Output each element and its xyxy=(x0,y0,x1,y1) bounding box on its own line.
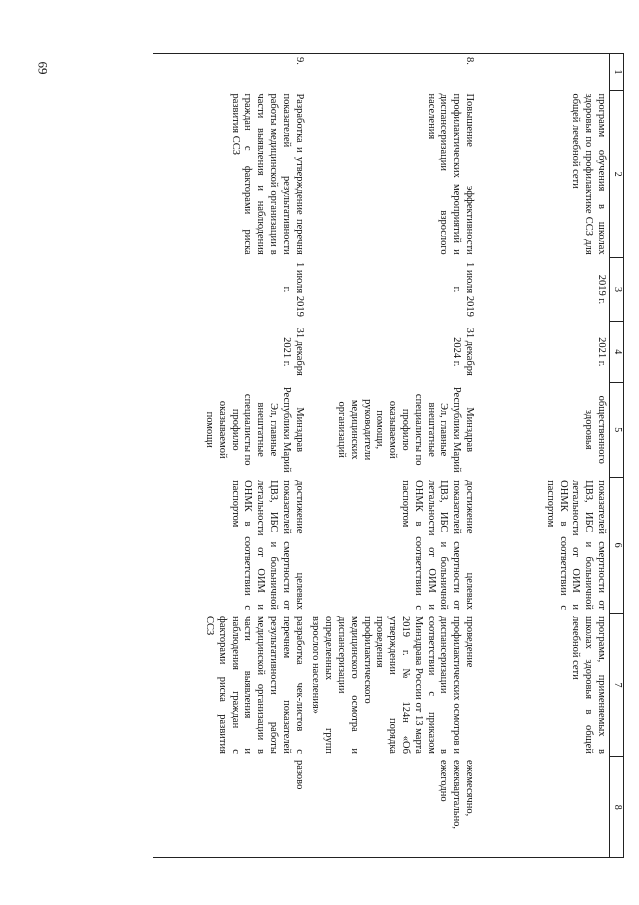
row-number xyxy=(477,54,610,91)
column-number: 1 xyxy=(610,54,624,91)
result-cell: разработка чек-листов с перечнем показателей результативности работы медицинской организации в части выявления и наблюдения граждан с факторами риска развития ССЗ xyxy=(204,616,305,754)
row-number: 9. xyxy=(153,54,307,91)
end-date-cell: 2021 г. xyxy=(596,337,607,367)
table-row xyxy=(153,54,307,858)
column-number: 4 xyxy=(610,321,624,382)
frequency-cell: разово xyxy=(153,757,307,858)
frequency-cell xyxy=(477,757,610,858)
column-number: 7 xyxy=(610,613,624,757)
result-cell: проведение профилактических осмотров и диспансеризации в соответствии с приказом Минздрава России от 13 марта 2019 г. № 124н «Об утверждении порядка проведения профилактического медицинского осмотра и диспансеризации определенных групп взрослого населения» xyxy=(310,616,475,754)
frequency-cell: ежемесячно, ежеквартально, ежегодно xyxy=(307,757,477,858)
start-date-cell: 2019 г. xyxy=(596,274,607,305)
page-number: 69 xyxy=(35,61,51,75)
executors-cell: общественного здоровья xyxy=(583,395,607,464)
table-row xyxy=(307,54,477,858)
result-cell: программ, применяемых в школах здоровья в общей лечебной сети xyxy=(570,616,607,754)
column-number: 8 xyxy=(610,757,624,858)
action-plan-table xyxy=(153,53,624,858)
table-row xyxy=(477,54,610,858)
end-date-cell: 31 декабря 2024 г. xyxy=(451,327,475,376)
event-cell: Разработка и утверждение перечня показателей результативности работы медицинской организации в части выявления и наблюдения граждан с факторами риска развития ССЗ xyxy=(229,93,305,255)
event-cell: Повышение эффективности профилактических мероприятий и диспансеризации взрослого населения xyxy=(425,93,475,255)
column-number-row xyxy=(610,54,624,858)
executors-cell: Минздрав Республики Марий Эл, главные внештатные специалисты по профилю оказываемой помощи, руководители медицинских организаций xyxy=(336,386,475,473)
event-cell: программ обучения в школах здоровья по профилактике ССЗ для общей лечебной сети xyxy=(570,93,607,255)
indicators-cell: показателей смертности от ЦВЗ, ИБС и больничной летальности от ОИМ и ОНМК в соответствии с паспортом xyxy=(544,480,607,611)
column-number: 5 xyxy=(610,382,624,477)
column-number: 6 xyxy=(610,477,624,613)
row-number: 8. xyxy=(307,54,477,91)
column-number: 3 xyxy=(610,258,624,322)
start-date-cell: 1 июля 2019 г. xyxy=(280,262,305,317)
indicators-cell: достижение целевых показателей смертности от ЦВЗ, ИБС и больничной летальности от ОИМ и ОНМК в соответствии с паспортом xyxy=(229,480,305,611)
executors-cell: Минздрав Республики Марий Эл, главные внештатные специалисты по профилю оказываемой помощи xyxy=(204,386,305,473)
start-date-cell: 1 июля 2019 г. xyxy=(451,262,475,317)
indicators-cell: достижение целевых показателей смертности от ЦВЗ, ИБС и больничной летальности от ОИМ и ОНМК в соответствии с паспортом xyxy=(400,480,475,611)
end-date-cell: 31 декабря 2021 г. xyxy=(280,327,305,376)
column-number: 2 xyxy=(610,90,624,257)
